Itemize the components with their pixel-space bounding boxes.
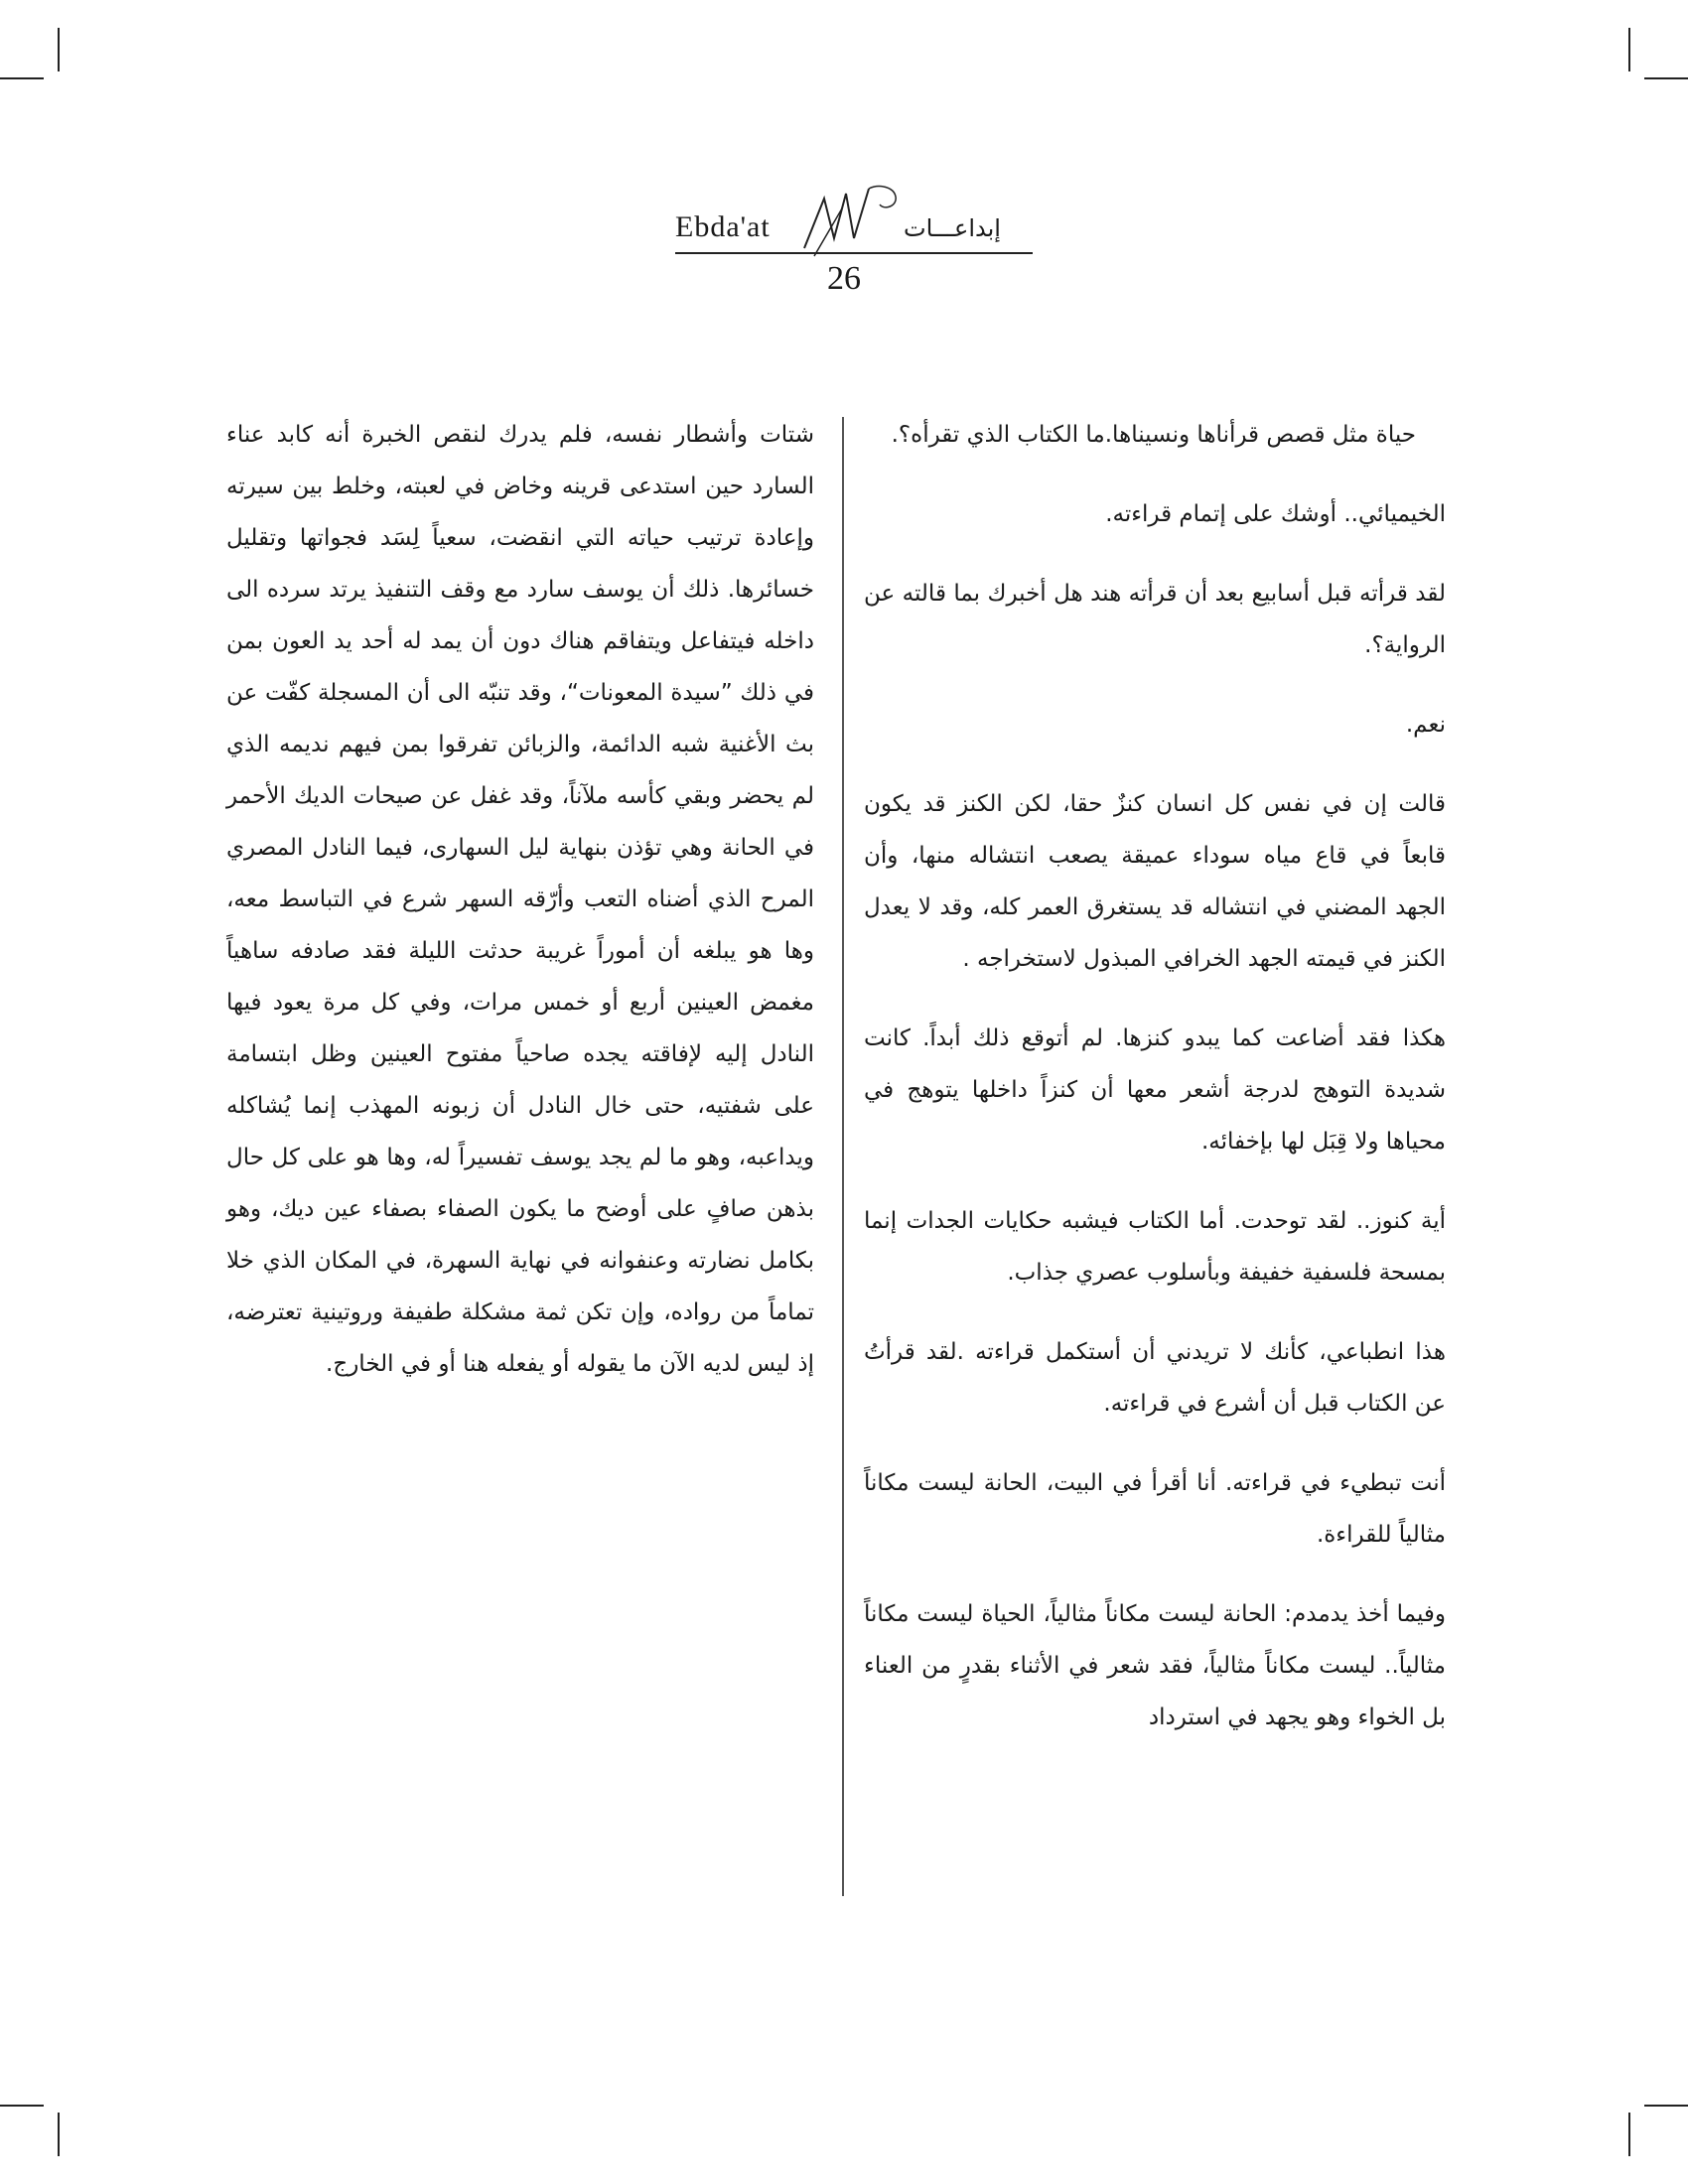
paragraph: قالت إن في نفس كل انسان كنزٌ حقا، لكن الكنز قد يكون قابعاً في قاع مياه سوداء عميقة يصعب انتشاله منها، وأن الجهد المضني في انتشاله قد يستغرق العمر كله، وقد لا يعدل الكنز في قيمته الجهد الخرافي المبذول لاستخراجه . xyxy=(864,791,1446,972)
crop-mark xyxy=(1644,77,1688,79)
paragraph: وفيما أخذ يدمدم: الحانة ليست مكاناً مثالياً، الحياة ليست مكاناً مثالياً.. ليست مكاناً مثالياً، فقد شعر في الأثناء بقدرٍ من العناء بل الخواء وهو يجهد في استرداد xyxy=(864,1601,1446,1730)
paragraph: نعم. xyxy=(1405,712,1446,738)
page-number: 26 xyxy=(827,260,861,297)
crop-mark xyxy=(1628,28,1630,71)
paragraph: لقد قرأته قبل أسابيع بعد أن قرأته هند هل أخبرك بما قالته عن الرواية؟. xyxy=(864,581,1446,658)
paragraph: شتات وأشطار نفسه، فلم يدرك لنقص الخبرة أنه كابد عناء السارد حين استدعى قرينه وخاض في لعبته، وخلط بين سيرته وإعادة ترتيب حياته التي انقضت، سعياً لِسَد فجواتها وتقليل خسائرها. ذلك أن يوسف سارد مع وقف التنفيذ يرتد سرده الى داخله فيتفاعل ويتفاقم هناك دون أن يمد له أحد يد العون بمن في ذلك ”سيدة المعونات“، وقد تنبّه الى أن المسجلة كفّت عن بث الأغنية شبه الدائمة، والزبائن تفرقوا بمن فيهم نديمه الذي لم يحضر وبقي كأسه ملآناً، وقد غفل عن صيحات الديك الأحمر في الحانة وهي تؤذن بنهاية ليل السهارى، فيما النادل المصري المرح الذي أضناه التعب وأرّقه السهر شرع في التباسط معه، وها هو يبلغه أن أموراً غريبة حدثت الليلة فقد صادفه ساهياً مغمض العينين أربع أو خمس مرات، وفي كل مرة يعود فيها النادل إليه لإفاقته يجده صاحياً مفتوح العينين وظل ابتسامة على شفتيه، حتى خال النادل أن زبونه المهذب إنما يُشاكله ويداعبه، وهو ما لم يجد يوسف تفسيراً له، وها هو على كل حال بذهن صافٍ على أوضح ما يكون الصفاء بصفاء عين ديك، وهو بكامل نضارته وعنفوانه في نهاية السهرة، في المكان الذي خلا تماماً من رواده، وإن تكن ثمة مشكلة طفيفة وروتينية تعترضه، إذ ليس لديه الآن ما يقوله أو يفعله هنا أو في الخارج. xyxy=(226,422,814,1377)
paragraph: حياة مثل قصص قرأناها ونسيناها.ما الكتاب الذي تقرأه؟. xyxy=(891,422,1416,448)
crop-mark xyxy=(1644,2105,1688,2107)
crop-mark xyxy=(58,28,60,71)
running-header xyxy=(635,179,1053,308)
paragraph: الخيميائي.. أوشك على إتمام قراءته. xyxy=(1105,501,1446,527)
magazine-logo-icon xyxy=(784,179,923,258)
header-arabic-title: إبداعـــات xyxy=(904,214,1001,242)
crop-mark xyxy=(1628,2113,1630,2156)
paragraph: هذا انطباعي، كأنك لا تريدني أن أستكمل قراءته .لقد قرأتُ عن الكتاب قبل أن أشرع في قراءته. xyxy=(864,1339,1446,1417)
paragraph: أية كنوز.. لقد توحدت. أما الكتاب فيشبه حكايات الجدات إنما بمسحة فلسفية خفيفة وبأسلوب عصري جذاب. xyxy=(864,1208,1446,1286)
left-column xyxy=(226,409,814,1390)
header-latin-title: Ebda'at xyxy=(675,210,771,243)
crop-mark xyxy=(58,2113,60,2156)
paragraph: أنت تبطيء في قراءته. أنا أقرأ في البيت، الحانة ليست مكاناً مثالياً للقراءة. xyxy=(864,1470,1446,1548)
crop-mark xyxy=(0,77,44,79)
header-rule xyxy=(675,252,1033,254)
paragraph: هكذا فقد أضاعت كما يبدو كنزها. لم أتوقع ذلك أبداً. كانت شديدة التوهج لدرجة أشعر معها أن كنزاً داخلها يتوهج في محياها ولا قِبَل لها بإخفائه. xyxy=(864,1025,1446,1155)
right-column xyxy=(864,409,1446,1743)
column-divider xyxy=(842,417,844,1896)
crop-mark xyxy=(0,2105,44,2107)
